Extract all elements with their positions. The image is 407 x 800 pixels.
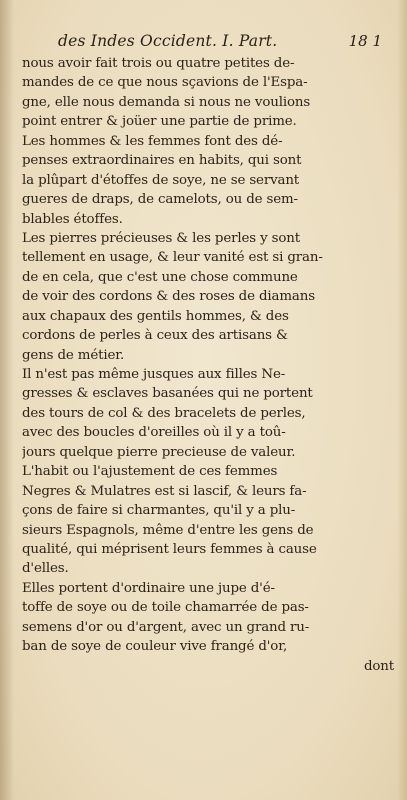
- text-line: Les hommes & les femmes font des dé-: [22, 133, 283, 149]
- text-line: toffe de soye ou de toile chamarrée de pas-: [22, 600, 309, 616]
- text-line: L'habit ou l'ajustement de ces femmes: [22, 464, 278, 480]
- text-line: point entrer & joüer une partie de prime.: [22, 114, 297, 130]
- text-line: gueres de draps, de camelots, ou de sem-: [22, 192, 298, 208]
- gutter-shadow: [0, 0, 14, 800]
- text-line: des tours de col & des bracelets de perles,: [22, 405, 306, 421]
- text-line: tellement en usage, & leur vanité est si gran-: [22, 250, 323, 266]
- text-line: Il n'est pas même jusques aux filles Ne-: [22, 367, 286, 382]
- running-head: [58, 32, 388, 54]
- text-line: gens de métier.: [22, 347, 125, 363]
- text-line: gresses & esclaves basanées qui ne portent: [22, 386, 313, 402]
- body-text: [22, 54, 400, 676]
- text-line: avec des boucles d'oreilles où il y a toû-: [22, 425, 286, 441]
- text-line: qualité, qui méprisent leurs femmes à cause: [22, 541, 317, 557]
- text-line: cordons de perles à ceux des artisans &: [22, 328, 288, 344]
- text-line: mandes de ce que nous sçavions de l'Espa-: [22, 75, 308, 91]
- text-line: sieurs Espagnols, même d'entre les gens de: [22, 522, 314, 538]
- text-line: jours quelque pierre precieuse de valeur.: [22, 444, 296, 460]
- text-line: Elles portent d'ordinaire une jupe d'é-: [22, 580, 275, 596]
- text-line: nous avoir fait trois ou quatre petites de-: [22, 56, 295, 71]
- running-head-title: des Indes Occident. I. Part.: [58, 32, 278, 50]
- page-number: 18 1: [348, 32, 382, 50]
- text-line: Negres & Mulatres est si lascif, & leurs fa-: [22, 483, 307, 499]
- text-line: blables étoffes.: [22, 211, 123, 227]
- text-line: penses extraordinaires en habits, qui sont: [22, 153, 302, 169]
- text-line: ban de soye de couleur vive frangé d'or,: [22, 639, 288, 655]
- text-line: gne, elle nous demanda si nous ne voulions: [22, 94, 311, 110]
- text-line: Les pierres précieuses & les perles y sont: [22, 230, 300, 246]
- text-line: de voir des cordons & des roses de diamans: [22, 289, 315, 305]
- text-line: aux chapaux des gentils hommes, & des: [22, 308, 289, 324]
- text-line: de en cela, que c'est une chose commune: [22, 269, 298, 285]
- text-line: la plûpart d'étoffes de soye, ne se servant: [22, 172, 300, 188]
- text-line: d'elles.: [22, 561, 69, 577]
- text-line: çons de faire si charmantes, qu'il y a plu-: [22, 503, 296, 519]
- text-line: semens d'or ou d'argent, avec un grand ru-: [22, 619, 310, 635]
- catchword: dont: [363, 658, 394, 674]
